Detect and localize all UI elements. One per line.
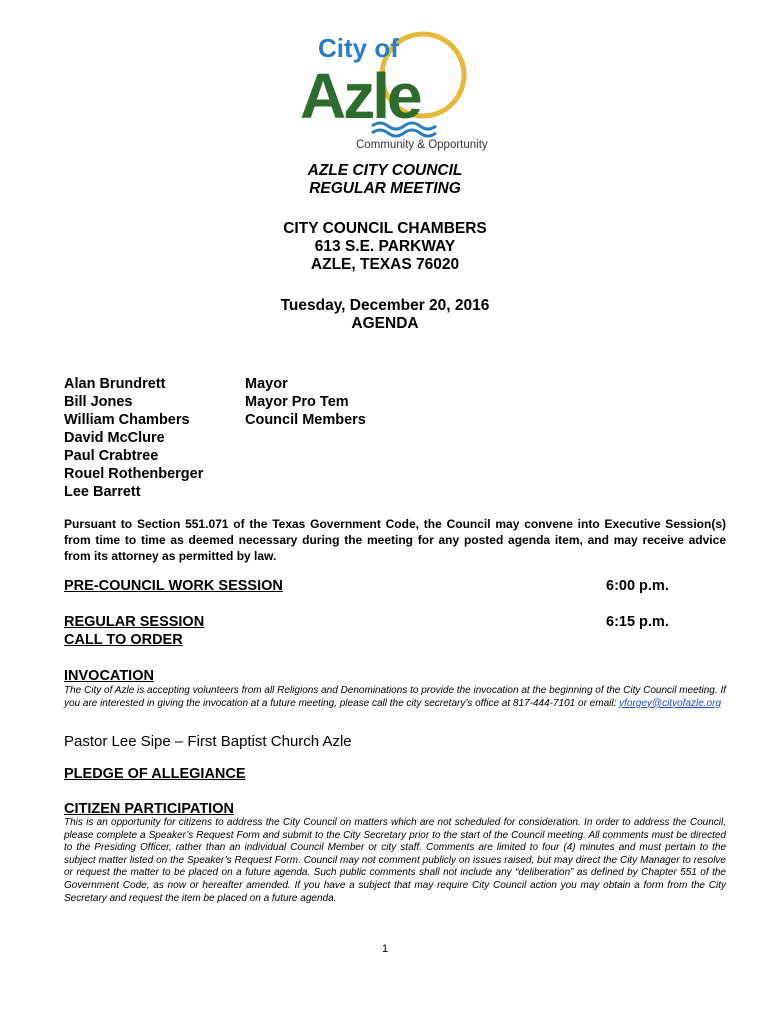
page-number: 1 <box>381 943 389 955</box>
regular-session-time: 6:15 p.m. <box>606 614 669 630</box>
logo-tagline: Community & Opportunity <box>356 139 488 151</box>
location-address: 613 S.E. PARKWAY <box>314 238 456 255</box>
logo-azle: Azle <box>300 60 420 132</box>
agenda-heading: AGENDA <box>351 315 419 332</box>
meeting-title: AZLE CITY COUNCIL <box>307 162 463 179</box>
member-name: Lee Barrett <box>64 484 141 500</box>
logo-city-of: City of <box>318 33 399 63</box>
regular-session-heading: REGULAR SESSION <box>64 614 205 630</box>
invocation-heading: INVOCATION <box>64 668 154 684</box>
council-member-list <box>64 375 203 501</box>
member-name: David McClure <box>64 430 165 446</box>
pre-council-time: 6:00 p.m. <box>606 578 669 594</box>
city-of-azle-logo <box>296 20 496 155</box>
council-title-list <box>245 375 366 429</box>
member-title: Council Members <box>245 412 366 428</box>
citizen-participation-text: This is an opportunity for citizens to address the City Council on matters which are not scheduled for consideration. In order to address the Council, please complete a Speaker’s Request Form and submit to the City Secretary prior to the start of the Council meeting. All comments must be directed to the Presiding Officer, rather than an individual Council Member or city staff. Comments are limited to four (4) minutes and must pertain to the subject matter listed on the Speaker’s Request Form. Council may not comment publicly on issues raised, but may direct the City Manager to resolve or request the matter to be placed on a future agenda. Such public comments shall not include any “deliberation” as defined by Chapter 551 of the Government Code, as now or hereafter amended. If you have a subject that may require City Council action you may obtain a form from the City Secretary and request the item be placed on a future agenda. <box>64 817 726 904</box>
meeting-type: REGULAR MEETING <box>309 180 461 197</box>
location-city: AZLE, TEXAS 76020 <box>310 256 460 273</box>
member-title: Mayor Pro Tem <box>245 394 349 410</box>
member-name: Bill Jones <box>64 394 133 410</box>
member-name: Alan Brundrett <box>64 376 166 392</box>
pledge-heading: PLEDGE OF ALLEGIANCE <box>64 766 246 782</box>
member-name: Paul Crabtree <box>64 448 159 464</box>
call-to-order-heading: CALL TO ORDER <box>64 632 183 648</box>
invocation-speaker: Pastor Lee Sipe – First Baptist Church Azle <box>64 733 352 750</box>
citizen-participation-heading: CITIZEN PARTICIPATION <box>64 801 234 817</box>
member-name: Rouel Rothenberger <box>64 466 204 482</box>
invocation-description: The City of Azle is accepting volunteers from all Religions and Denominations to provide the invocation at the beginning of the City Council meeting. If you are interested in giving the invocation at a future meeting, please call the city secretary’s office at 817-444-7101 or email: <box>64 685 726 709</box>
executive-session-notice: Pursuant to Section 551.071 of the Texas Government Code, the Council may convene into Executive Session(s) from time to time as deemed necessary during the meeting for any posted agenda item, and may receive advice from its attorney as permitted by law. <box>64 517 726 563</box>
member-name: William Chambers <box>64 412 190 428</box>
pre-council-heading: PRE-COUNCIL WORK SESSION <box>64 578 283 594</box>
email-link[interactable]: yforgey@cityofazle.org <box>619 697 722 709</box>
meeting-date: Tuesday, December 20, 2016 <box>280 297 490 314</box>
location-name: CITY COUNCIL CHAMBERS <box>283 220 487 237</box>
member-title: Mayor <box>245 376 288 392</box>
invocation-text <box>64 685 726 710</box>
